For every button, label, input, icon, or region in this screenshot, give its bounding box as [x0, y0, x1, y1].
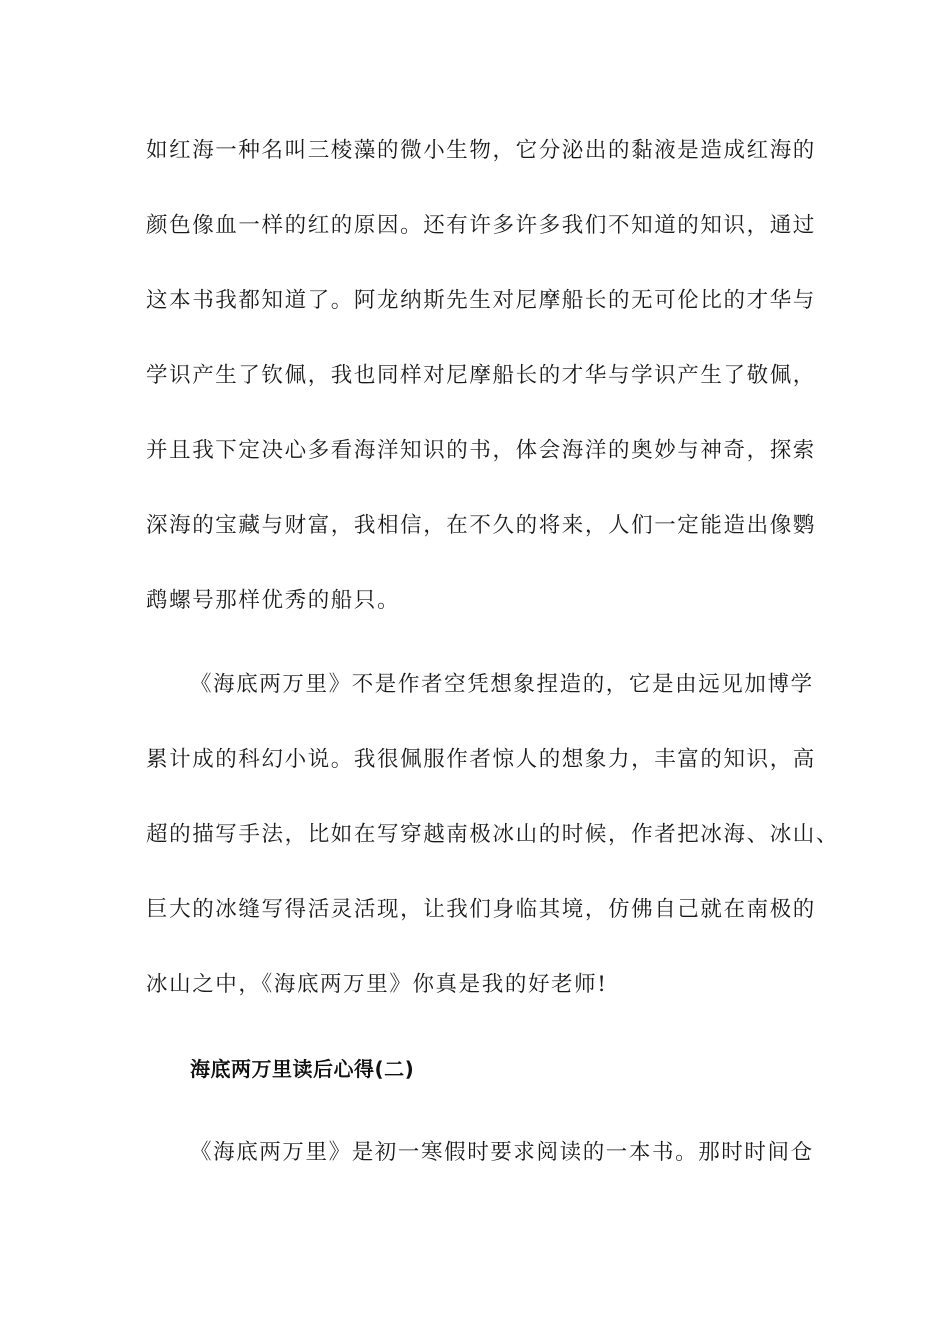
paragraph-2-line-5: 冰山之中，《海底两万里》你真是我的好老师! — [146, 972, 608, 997]
paragraph-2-line-4: 巨大的冰缝写得活灵活现，让我们身临其境，仿佛自己就在南极的 — [146, 897, 816, 922]
paragraph-2-line-1: 《海底两万里》不是作者空凭想象捏造的，它是由远见加博学 — [190, 672, 814, 697]
paragraph-1-line-3: 这本书我都知道了。阿龙纳斯先生对尼摩船长的无可伦比的才华与 — [146, 288, 816, 313]
paragraph-1-line-4: 学识产生了钦佩，我也同样对尼摩船长的才华与学识产生了敬佩， — [146, 363, 816, 388]
section-heading: 海底两万里读后心得(二) — [190, 1057, 415, 1081]
paragraph-1-line-1: 如红海一种名叫三棱藻的微小生物，它分泌出的黏液是造成红海的 — [146, 138, 816, 163]
paragraph-2-line-3: 超的描写手法，比如在写穿越南极冰山的时候，作者把冰海、冰山、 — [146, 822, 840, 847]
paragraph-1-line-6: 深海的宝藏与财富，我相信，在不久的将来，人们一定能造出像鹦 — [146, 513, 816, 538]
paragraph-2-line-2: 累计成的科幻小说。我很佩服作者惊人的想象力，丰富的知识，高 — [146, 747, 816, 772]
paragraph-3-line-1: 《海底两万里》是初一寒假时要求阅读的一本书。那时时间仓 — [190, 1140, 814, 1165]
paragraph-1-line-7: 鹉螺号那样优秀的船只。 — [146, 588, 401, 613]
paragraph-1-line-5: 并且我下定决心多看海洋知识的书，体会海洋的奥妙与神奇，探索 — [146, 438, 816, 463]
paragraph-1-line-2: 颜色像血一样的红的原因。还有许多许多我们不知道的知识，通过 — [146, 213, 816, 238]
